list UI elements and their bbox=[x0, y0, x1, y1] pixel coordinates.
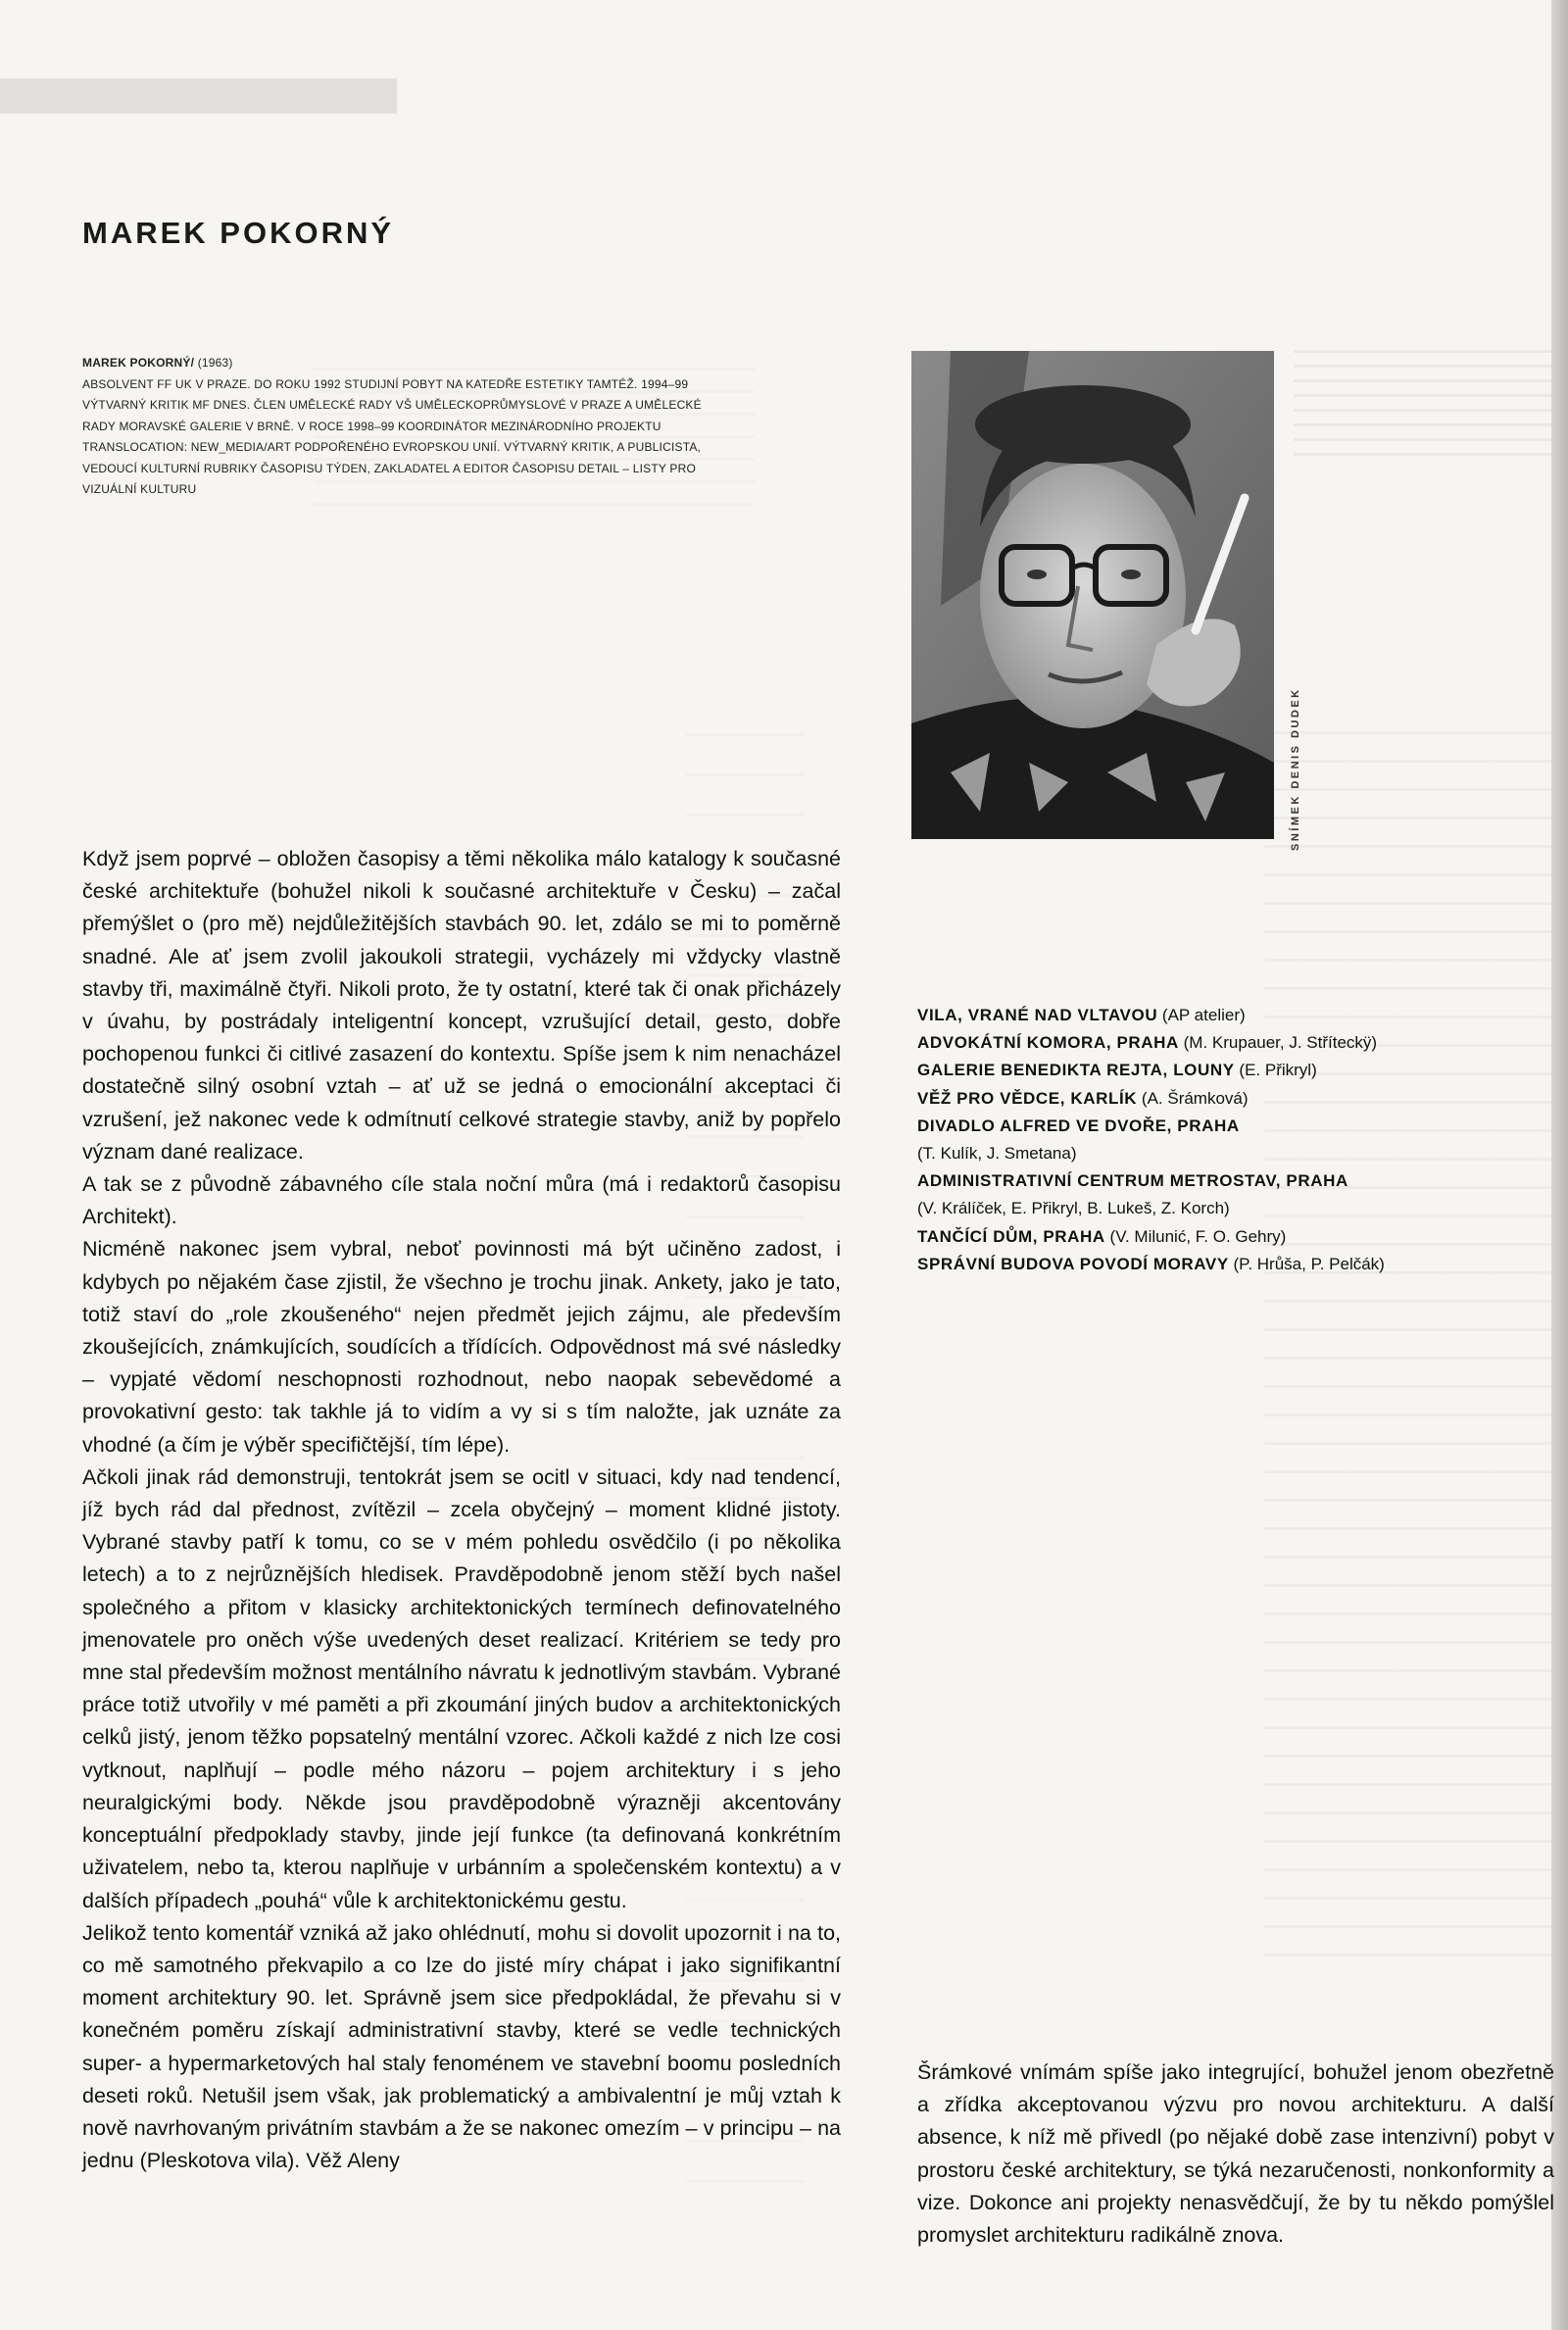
bio-years: (1963) bbox=[197, 356, 233, 370]
work-item bbox=[917, 1167, 1505, 1195]
work-item bbox=[917, 1223, 1505, 1251]
work-authors: (A. Šrámková) bbox=[1137, 1088, 1249, 1108]
work-authors: (P. Hrůša, P. Pelčák) bbox=[1228, 1254, 1385, 1273]
essay-paragraph: Nicméně nakonec jsem vybral, neboť povinnosti má být učiněno zadost, i kdybych po nějakém čase zjistil, že všechno je trochu jinak. Ankety, jako je tato, totiž staví do „role zkoušeného“ nejen předmět jejich zájmu, ale především zkoušejících, známkujících, soudících a třídících. Odpovědnost má své následky – vypjaté vědomí neschopnosti rozhodnout, nebo naopak sebevědomé a provokativní gesto: tak takhle já to vidím a vy si s tím naložte, jak uznáte za vhodné (a čím je výběr specifičtější, tím lépe). bbox=[82, 1237, 841, 1457]
header-strip bbox=[0, 78, 397, 114]
photo-credit: SNÍMEK DENIS DUDEK bbox=[1290, 687, 1301, 851]
work-title: GALERIE BENEDIKTA REJTA, LOUNY bbox=[917, 1061, 1235, 1080]
show-through-texture bbox=[1264, 706, 1558, 1980]
essay-paragraph: A tak se z původně zábavného cíle stala noční můra (má i redaktorů časopisu Architekt). bbox=[82, 1172, 841, 1229]
bio-name: MAREK POKORNÝ/ bbox=[82, 356, 195, 370]
essay-closing bbox=[917, 2057, 1554, 2252]
work-item bbox=[917, 1140, 1505, 1167]
show-through-texture bbox=[1294, 338, 1558, 466]
work-authors: (M. Krupauer, J. Stříteckÿ) bbox=[1178, 1033, 1378, 1053]
essay-paragraph: Ačkoli jinak rád demonstruji, tentokrát jsem se ocitl v situaci, kdy nad tendencí, jíž bych rád dal přednost, zvítězil – zcela obyčejný – moment klidné jistoty. Vybrané stavby patří k tomu, co se v mém pohledu osvědčilo (i po několika letech) a to z nejrůznějších hledisek. Pravděpodobně jenom stěží bych našel společného a přitom v klasicky architektonických termínech definovatelného jmenovatele pro oněch výše uvedených deset realizací. Kritériem se tedy pro mne stal především možnost mentálního návratu k jednotlivým stavbám. Vybrané práce totiž utvořily v mé paměti a při zkoumání jiných budov a architektonických celků jistý, jenom těžko popsatelný mentální vzorec. Ačkoli každé z nich lze cosi vytknout, naplňují – podle mého názoru – pojem architektury i s jeho neuralgickými body. Někde jsou pravděpodobně výrazněji akcentovány konceptuální předpoklady stavby, jinde její funkce (ta definovaná konkrétním uživatelem, nebo ta, kterou naplňuje v urbánním a společenském kontextu) a v dalších případech „pouhá“ vůle k architektonickému gestu. bbox=[82, 1464, 841, 1912]
work-title: TANČÍCÍ DŮM, PRAHA bbox=[917, 1226, 1105, 1246]
work-authors: (T. Kulík, J. Smetana) bbox=[917, 1144, 1077, 1164]
essay-paragraph: Když jsem poprvé – obložen časopisy a těmi několika málo katalogy k současné české architektuře (bohužel nikoli k současné architektuře v Česku) – začal přemýšlet o (pro mě) nejdůležitějších stavbách 90. let, zdálo se mi to poměrně snadné. Ale ať jsem zvolil jakoukoli strategii, vycházely mi vždycky vlastně stavby tři, maximálně čtyři. Nikoli proto, že ty ostatní, které tak či onak přicházely v úvahu, by postrádaly inteligentní koncept, vzrušující detail, gesto, dobře pochopenou funkci či citlivé zasazení do kontextu. Spíše jsem k nim nenacházel dostatečně silný osobní vztah – ať už se jedná o emocionální akceptaci či vzrušení, jež nakonec vede k odmítnutí celkové strategie stavby, aniž by popřelo význam dané realizace. bbox=[82, 847, 841, 1164]
work-item bbox=[917, 1057, 1505, 1084]
bio-text: ABSOLVENT FF UK V PRAZE. DO ROKU 1992 STUDIJNÍ POBYT NA KATEDŘE ESTETIKY TAMTÉŽ. 1994–99 VÝTVARNÝ KRITIK MF DNES. ČLEN UMĚLECKÉ RADY VŠ UMĚLECKOPRŮMYSLOVÉ V PRAZE A UMĚLECKÉ RADY MORAVSKÉ GALERIE V BRNĚ. V ROCE 1998–99 KOORDINÁTOR MEZINÁRODNÍHO PROJEKTU TRANSLOCATION: NEW_MEDIA/ART PODPOŘENÉHO EVROPSKOU UNIÍ. VÝTVARNÝ KRITIK, A PUBLICISTA, VEDOUCÍ KULTURNÍ RUBRIKY ČASOPISU TÝDEN, ZAKLADATEL A EDITOR ČASOPISU DETAIL – LISTY PRO VIZUÁLNÍ KULTURU bbox=[82, 376, 702, 496]
author-bio bbox=[82, 353, 724, 501]
work-item bbox=[917, 1085, 1505, 1113]
page-title: MAREK POKORNÝ bbox=[82, 216, 395, 250]
work-authors: (AP atelier) bbox=[1157, 1006, 1246, 1024]
work-item bbox=[917, 1113, 1505, 1140]
work-title: SPRÁVNÍ BUDOVA POVODÍ MORAVY bbox=[917, 1254, 1229, 1273]
work-item bbox=[917, 1251, 1505, 1278]
work-item bbox=[917, 1029, 1505, 1057]
work-title: VĚŽ PRO VĚDCE, KARLÍK bbox=[917, 1088, 1138, 1108]
author-portrait-photo bbox=[911, 351, 1274, 839]
work-authors: (E. Přikryl) bbox=[1234, 1061, 1317, 1080]
work-title: ADVOKÁTNÍ KOMORA, PRAHA bbox=[917, 1033, 1179, 1053]
portrait-illustration bbox=[911, 351, 1274, 839]
work-authors: (V. Milunić, F. O. Gehry) bbox=[1104, 1226, 1287, 1246]
work-title: DIVADLO ALFRED VE DVOŘE, PRAHA bbox=[917, 1115, 1240, 1135]
work-authors: (V. Králíček, E. Přikryl, B. Lukeš, Z. Korch) bbox=[917, 1199, 1230, 1218]
essay-paragraph: Šrámkové vnímám spíše jako integrující, bohužel jenom obezřetně a zřídka akceptovanou výzvu pro novou architekturu. A další absence, k níž mě přivedl (po nějaké době zase intenzivní) pobyt v prostoru české architektury, se týká nezaručenosti, nonkonformity a vize. Dokonce ani projekty nenasvědčují, že by tu někdo pomýšlel promyslet architekturu radikálně znova. bbox=[917, 2060, 1554, 2248]
work-title: ADMINISTRATIVNÍ CENTRUM METROSTAV, PRAHA bbox=[917, 1171, 1348, 1191]
page-edge-shadow bbox=[1551, 0, 1568, 2330]
essay-body bbox=[82, 843, 841, 2177]
work-item bbox=[917, 1195, 1505, 1222]
essay-paragraph: Jelikož tento komentář vzniká až jako ohlédnutí, mohu si dovolit upozornit i na to, co mě samotného překvapilo a co lze do jisté míry chápat i jako signifikantní moment architektury 90. let. Správně jsem sice předpokládal, že převahu si v konečném poměru získají administrativní stavby, které se vedle technických super- a hypermarketových hal staly fenoménem ve stavební boomu posledních deseti roků. Netušil jsem však, jak problematický a ambivalentní je můj vztah k nově navrhovaným privátním stavbám a že se nakonec omezím – v principu – na jednu (Pleskotova vila). Věž Aleny bbox=[82, 1920, 841, 2173]
work-item bbox=[917, 1002, 1505, 1029]
selected-works-list bbox=[917, 1002, 1505, 1278]
work-title: VILA, VRANÉ NAD VLTAVOU bbox=[917, 1006, 1158, 1024]
